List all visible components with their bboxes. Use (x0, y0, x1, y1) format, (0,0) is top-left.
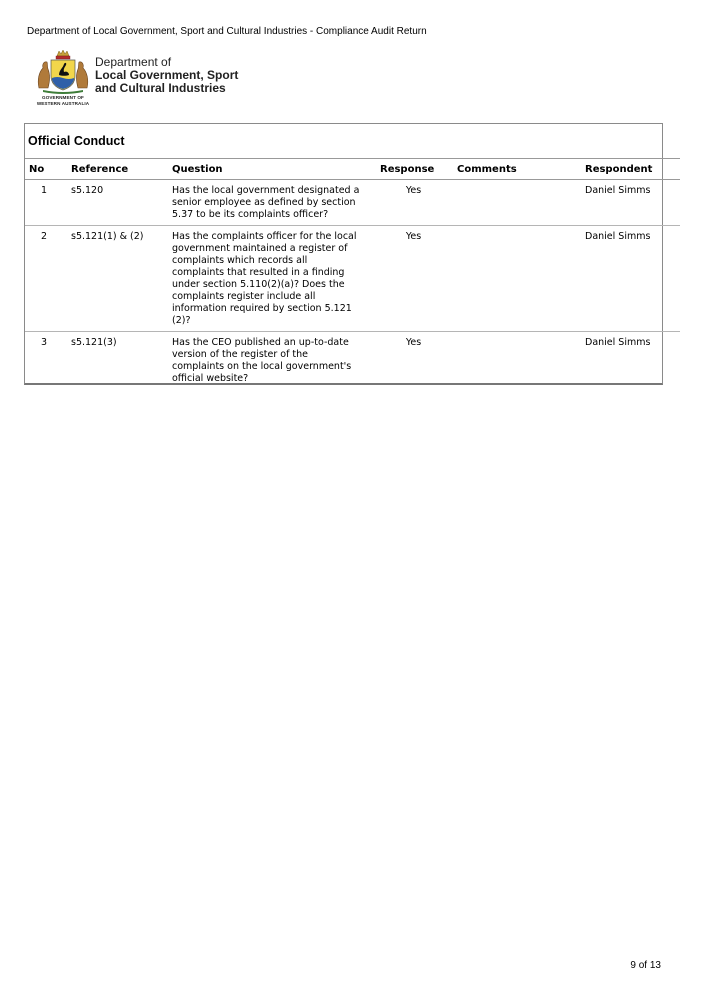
column-header-respondent: Respondent (581, 159, 680, 180)
row-no: 1 (25, 180, 63, 226)
row-respondent: Daniel Simms (585, 337, 651, 348)
department-name-line3: and Cultural Industries (95, 81, 226, 95)
department-name (95, 56, 238, 95)
row-respondent: Daniel Simms (581, 226, 680, 332)
row-question: Has the CEO published an up-to-date version of the register of the complaints on the local government's official website? (172, 337, 352, 384)
department-name-line2: Local Government, Sport (95, 68, 239, 82)
department-logo (33, 48, 239, 108)
row-comments (451, 180, 581, 226)
column-header-reference: Reference (63, 159, 168, 180)
column-header-no: No (25, 159, 63, 180)
department-name-line1: Department of (95, 55, 172, 69)
section-title: Official Conduct (28, 134, 125, 148)
table-row (25, 180, 680, 226)
row-reference: s5.120 (63, 180, 168, 226)
crest-caption: GOVERNMENT OF WESTERN AUSTRALIA (36, 95, 90, 106)
table-header-row (25, 159, 680, 180)
table-row (25, 332, 680, 390)
column-header-comments: Comments (451, 159, 581, 180)
column-header-question: Question (168, 159, 376, 180)
row-comments (451, 226, 581, 332)
official-conduct-panel (24, 123, 663, 385)
row-no: 3 (40, 337, 48, 348)
row-reference: s5.121(1) & (2) (63, 226, 168, 332)
row-question: Has the local government designated a senior employee as defined by section 5.37 to be its complaints officer? (168, 180, 376, 226)
row-question: Has the complaints officer for the local government maintained a register of complaints which records all complaints that resulted in a finding under section 5.110(2)(a)? Does the complaints register include all information required by section 5.121 (2)? (168, 226, 376, 332)
audit-table (25, 158, 680, 389)
row-respondent: Daniel Simms (581, 180, 680, 226)
page-header-title: Department of Local Government, Sport and Cultural Industries - Compliance Audit Return (27, 26, 427, 37)
column-header-response: Response (376, 159, 451, 180)
row-reference: s5.121(3) (71, 337, 117, 348)
page-number: 9 of 13 (630, 960, 661, 971)
row-response: Yes (376, 226, 451, 332)
row-comments (451, 332, 581, 390)
row-response: Yes (405, 337, 422, 348)
row-no: 2 (25, 226, 63, 332)
row-response: Yes (376, 180, 451, 226)
table-row (25, 226, 680, 332)
wa-coat-of-arms-icon (33, 48, 93, 96)
